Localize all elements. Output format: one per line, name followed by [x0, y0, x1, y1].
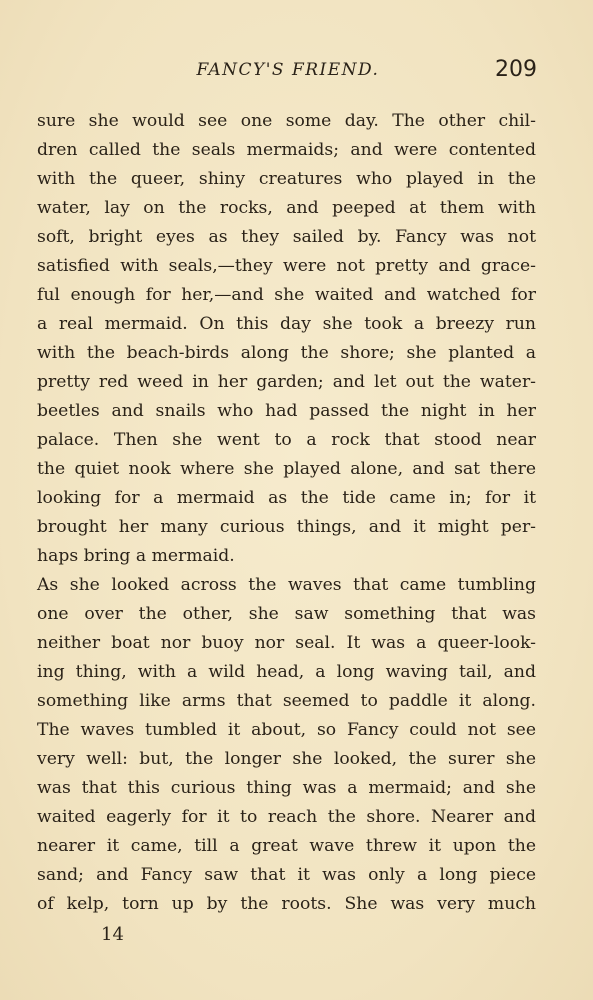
text-line: nearer it came, till a great wave threw it upon the — [37, 836, 536, 856]
text-line: a real mermaid. On this day she took a breezy run — [37, 314, 536, 334]
text-line: sand; and Fancy saw that it was only a long piece — [37, 865, 536, 885]
text-line: The waves tumbled it about, so Fancy could not see — [37, 720, 536, 740]
text-line: very well: but, the longer she looked, the surer she — [37, 749, 536, 769]
text-line: of kelp, torn up by the roots. She was very much — [37, 894, 536, 914]
running-head — [37, 54, 539, 84]
running-title: FANCY'S FRIEND. — [196, 60, 380, 80]
paragraph-end-line: haps bring a mermaid. — [37, 546, 235, 566]
text-line: pretty red weed in her garden; and let out the water- — [37, 372, 536, 392]
text-line: dren called the seals mermaids; and were contented — [37, 140, 536, 160]
text-line: beetles and snails who had passed the night in her — [37, 401, 536, 421]
text-line: ing thing, with a wild head, a long waving tail, and — [37, 662, 536, 682]
text-line: neither boat nor buoy nor seal. It was a queer-look- — [37, 633, 536, 653]
body-text — [37, 107, 536, 919]
text-line: soft, bright eyes as they sailed by. Fancy was not — [37, 227, 536, 247]
text-line: sure she would see one some day. The other chil- — [37, 111, 536, 131]
text-line: looking for a mermaid as the tide came in; for it — [37, 488, 536, 508]
text-line: water, lay on the rocks, and peeped at them with — [37, 198, 536, 218]
text-line: satisfied with seals,—they were not pretty and grace- — [37, 256, 536, 276]
text-line: palace. Then she went to a rock that stood near — [37, 430, 536, 450]
text-line: brought her many curious things, and it might per- — [37, 517, 536, 537]
text-line: was that this curious thing was a mermaid; and she — [37, 778, 536, 798]
text-line: something like arms that seemed to paddle it along. — [37, 691, 536, 711]
text-line: one over the other, she saw something that was — [37, 604, 536, 624]
text-line: with the queer, shiny creatures who played in the — [37, 169, 536, 189]
text-line: ful enough for her,—and she waited and watched for — [37, 285, 536, 305]
text-line: the quiet nook where she played alone, and sat there — [37, 459, 536, 479]
paragraph-start-line: As she looked across the waves that came tumbling — [37, 575, 536, 595]
signature-mark: 14 — [101, 924, 124, 945]
text-line: waited eagerly for it to reach the shore. Nearer and — [37, 807, 536, 827]
page-number: 209 — [495, 57, 537, 82]
text-line: with the beach-birds along the shore; she planted a — [37, 343, 536, 363]
